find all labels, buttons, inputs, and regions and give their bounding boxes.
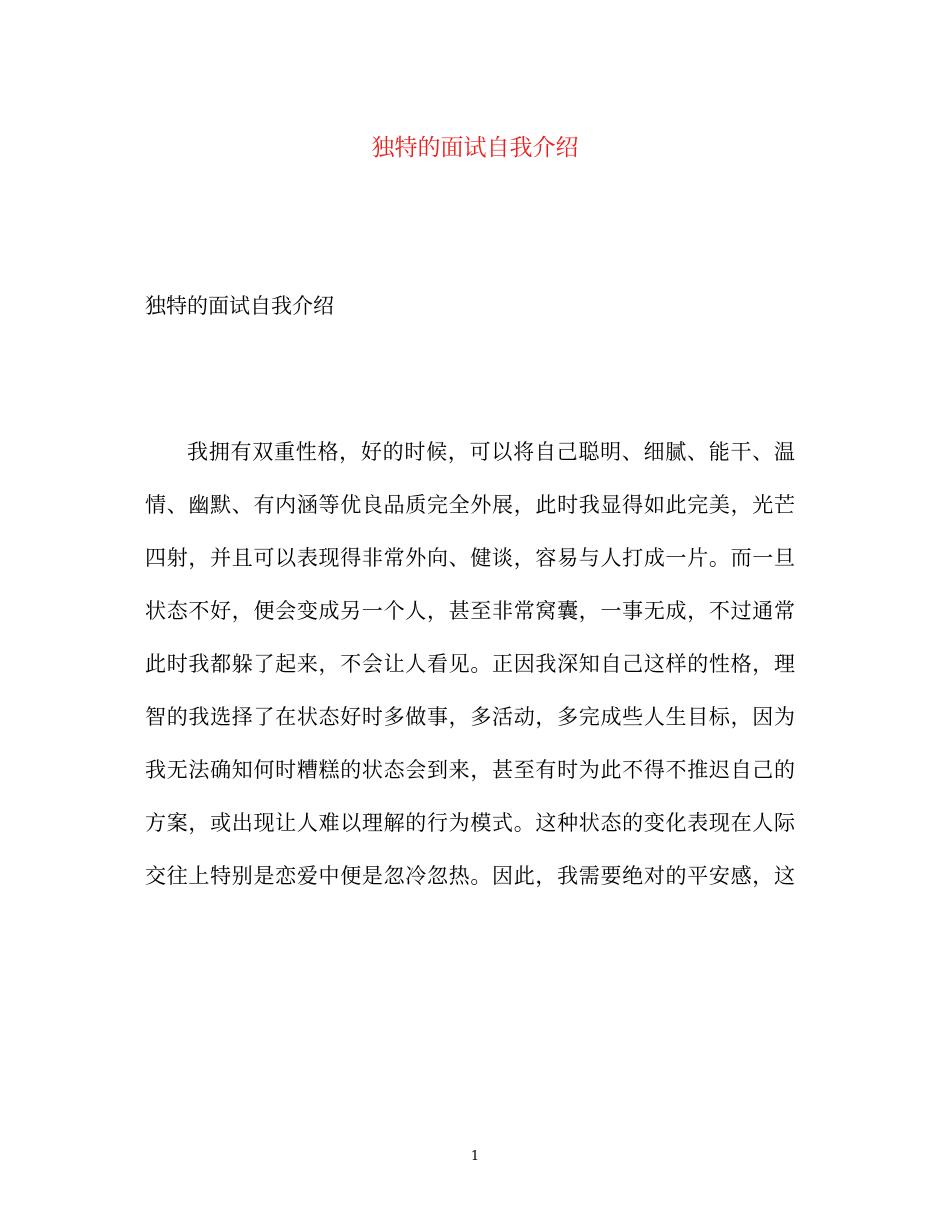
page-number: 1 <box>470 1149 480 1164</box>
paragraph-line: 四射，并且可以表现得非常外向、健谈，容易与人打成一片。而一旦 <box>145 546 795 570</box>
paragraph-line: 我拥有双重性格，好的时候，可以将自己聪明、细腻、能干、温 <box>187 440 795 464</box>
paragraph-line: 方案，或出现让人难以理解的行为模式。这种状态的变化表现在人际 <box>145 811 795 835</box>
paragraph-line: 我无法确知何时糟糕的状态会到来，甚至有时为此不得不推迟自己的 <box>145 758 795 782</box>
body-paragraph <box>145 426 795 903</box>
paragraph-line: 状态不好，便会变成另一个人，甚至非常窝囊，一事无成，不过通常 <box>145 599 795 623</box>
paragraph-line: 交往上特别是恋爱中便是忽冷忽热。因此，我需要绝对的平安感，这 <box>145 864 795 888</box>
paragraph-line: 情、幽默、有内涵等优良品质完全外展，此时我显得如此完美，光芒 <box>145 493 795 517</box>
paragraph-line: 智的我选择了在状态好时多做事，多活动，多完成些人生目标，因为 <box>145 705 795 729</box>
paragraph-line: 此时我都躲了起来，不会让人看见。正因我深知自己这样的性格，理 <box>145 652 795 676</box>
document-title: 独特的面试自我介绍 <box>371 135 579 161</box>
section-heading: 独特的面试自我介绍 <box>145 294 334 318</box>
